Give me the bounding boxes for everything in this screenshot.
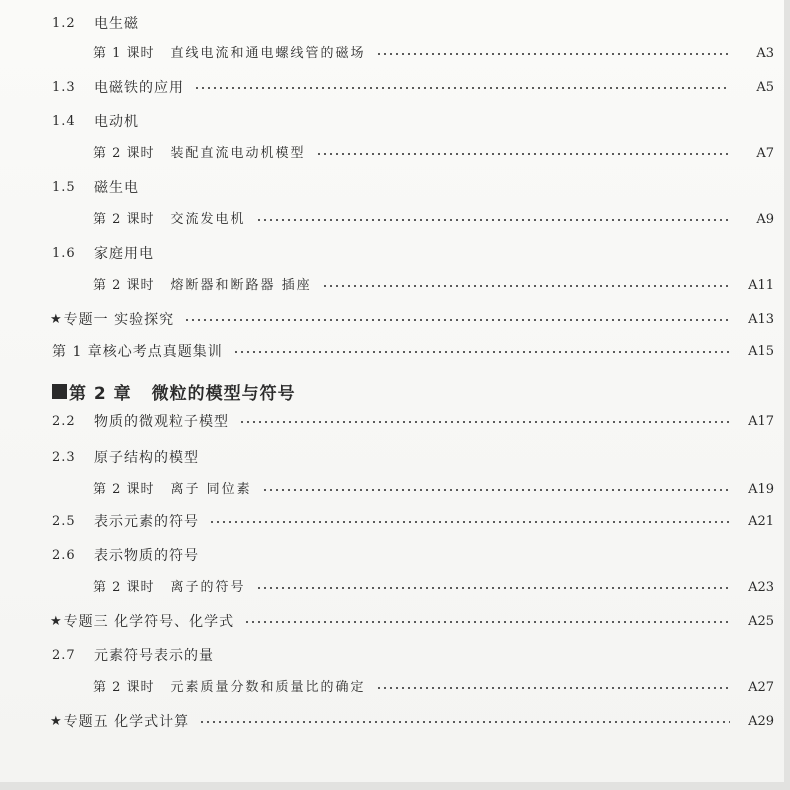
page-number: A29 bbox=[748, 714, 774, 729]
section-title: 元素符号表示的量 bbox=[94, 648, 214, 664]
section-number: 2.3 bbox=[52, 450, 76, 465]
page-number: A21 bbox=[748, 514, 774, 529]
page-number: A17 bbox=[748, 414, 774, 429]
chapter-title: 微粒的模型与符号 bbox=[151, 383, 296, 404]
topic-title: 专题一 实验探究 bbox=[63, 312, 175, 328]
toc-section-1-6[interactable] bbox=[52, 242, 772, 266]
toc-lesson-2-7-2[interactable] bbox=[93, 676, 774, 700]
dot-leader bbox=[184, 319, 730, 321]
toc-section-2-7[interactable] bbox=[52, 644, 772, 668]
toc-section-2-6[interactable] bbox=[52, 544, 772, 568]
page-number: A3 bbox=[756, 46, 774, 61]
chapter-block-icon bbox=[52, 384, 67, 399]
toc-topic-1[interactable] bbox=[50, 308, 774, 332]
section-number: 1.5 bbox=[52, 180, 76, 195]
section-title: 物质的微观粒子模型 bbox=[94, 414, 229, 430]
dot-leader bbox=[233, 351, 730, 353]
section-title: 磁生电 bbox=[94, 180, 139, 196]
dot-leader bbox=[256, 219, 730, 221]
section-number: 2.6 bbox=[52, 548, 76, 563]
lesson-label: 第 2 课时 bbox=[93, 580, 155, 595]
section-title: 电磁铁的应用 bbox=[94, 80, 184, 96]
star-icon: ★ bbox=[50, 714, 62, 729]
section-number: 2.5 bbox=[52, 514, 76, 529]
section-number: 1.2 bbox=[52, 16, 76, 31]
page-edge-right bbox=[784, 0, 790, 790]
toc-chapter-1-review[interactable] bbox=[52, 340, 774, 364]
toc-lesson-1-2-1[interactable] bbox=[93, 42, 774, 66]
star-icon: ★ bbox=[50, 614, 62, 629]
dot-leader bbox=[316, 153, 730, 155]
page-number: A23 bbox=[748, 580, 774, 595]
lesson-label: 第 2 课时 bbox=[93, 482, 155, 497]
page-number: A25 bbox=[748, 614, 774, 629]
page-number: A13 bbox=[748, 312, 774, 327]
section-number: 2.2 bbox=[52, 414, 76, 429]
page-number: A27 bbox=[748, 680, 774, 695]
lesson-label: 第 2 课时 bbox=[93, 146, 155, 161]
section-title: 家庭用电 bbox=[94, 246, 154, 262]
lesson-title: 熔断器和断路器 插座 bbox=[170, 278, 312, 293]
toc-lesson-1-6-2[interactable] bbox=[93, 274, 774, 298]
section-number: 1.4 bbox=[52, 114, 76, 129]
section-title: 电动机 bbox=[94, 114, 139, 130]
section-title: 电生磁 bbox=[94, 16, 139, 32]
lesson-title: 离子的符号 bbox=[170, 580, 246, 595]
dot-leader bbox=[239, 421, 730, 423]
chapter-label: 第 2 章 bbox=[69, 383, 132, 404]
toc-lesson-1-5-2[interactable] bbox=[93, 208, 774, 232]
toc-lesson-2-6-2[interactable] bbox=[93, 576, 774, 600]
page-number: A9 bbox=[756, 212, 774, 227]
toc-topic-3[interactable] bbox=[50, 610, 774, 634]
section-number: 2.7 bbox=[52, 648, 76, 663]
toc-section-1-3[interactable] bbox=[52, 76, 774, 100]
toc-section-2-5[interactable] bbox=[52, 510, 774, 534]
page-number: A19 bbox=[748, 482, 774, 497]
review-title: 第 1 章核心考点真题集训 bbox=[52, 344, 223, 360]
dot-leader bbox=[262, 489, 730, 491]
toc-topic-5[interactable] bbox=[50, 710, 774, 734]
section-number: 1.3 bbox=[52, 80, 76, 95]
lesson-label: 第 1 课时 bbox=[93, 46, 155, 61]
toc-section-1-5[interactable] bbox=[52, 176, 772, 200]
page-edge-bottom bbox=[0, 782, 790, 790]
section-number: 1.6 bbox=[52, 246, 76, 261]
toc-section-1-2[interactable] bbox=[52, 12, 772, 36]
lesson-label: 第 2 课时 bbox=[93, 278, 155, 293]
section-title: 原子结构的模型 bbox=[94, 450, 199, 466]
lesson-title: 装配直流电动机模型 bbox=[170, 146, 306, 161]
dot-leader bbox=[322, 285, 730, 287]
topic-title: 专题三 化学符号、化学式 bbox=[63, 614, 235, 630]
topic-title: 专题五 化学式计算 bbox=[63, 714, 190, 730]
section-title: 表示物质的符号 bbox=[94, 548, 199, 564]
page-number: A11 bbox=[748, 278, 774, 293]
dot-leader bbox=[244, 621, 730, 623]
dot-leader bbox=[194, 87, 730, 89]
dot-leader bbox=[199, 721, 730, 723]
dot-leader bbox=[376, 687, 730, 689]
page-number: A7 bbox=[756, 146, 774, 161]
toc-lesson-1-4-2[interactable] bbox=[93, 142, 774, 166]
dot-leader bbox=[209, 521, 730, 523]
lesson-label: 第 2 课时 bbox=[93, 212, 155, 227]
toc-section-1-4[interactable] bbox=[52, 110, 772, 134]
star-icon: ★ bbox=[50, 312, 62, 327]
dot-leader bbox=[256, 587, 730, 589]
section-title: 表示元素的符号 bbox=[94, 514, 199, 530]
toc-section-2-3[interactable] bbox=[52, 446, 772, 470]
dot-leader bbox=[376, 53, 730, 55]
lesson-title: 交流发电机 bbox=[170, 212, 246, 227]
lesson-title: 直线电流和通电螺线管的磁场 bbox=[170, 46, 366, 61]
lesson-label: 第 2 课时 bbox=[93, 680, 155, 695]
lesson-title: 元素质量分数和质量比的确定 bbox=[170, 680, 366, 695]
page-number: A5 bbox=[756, 80, 774, 95]
chapter-2-heading[interactable] bbox=[52, 376, 296, 406]
toc-section-2-2[interactable] bbox=[52, 410, 774, 434]
toc-lesson-2-3-2[interactable] bbox=[93, 478, 774, 502]
page-number: A15 bbox=[748, 344, 774, 359]
lesson-title: 离子 同位素 bbox=[170, 482, 252, 497]
